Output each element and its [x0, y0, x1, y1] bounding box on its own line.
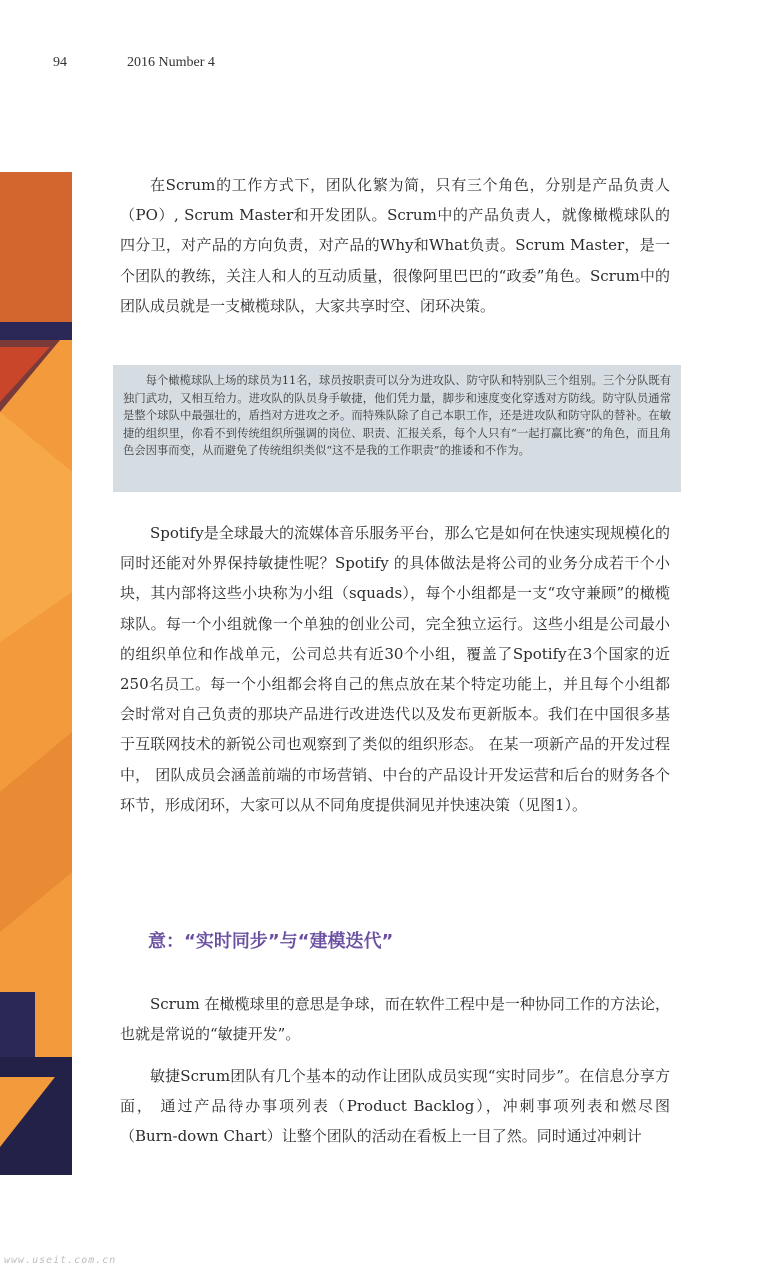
- intro-paragraph: 在Scrum的工作方式下，团队化繁为简，只有三个角色，分别是产品负责人（PO）, Scrum Master和开发团队。Scrum中的产品负责人，就像橄榄球队的四分卫，对产品的方向负责，对产品的Why和What负责。Scrum Master，是一个团队的教练，关注人和人的互动质量，很像阿里巴巴的“政委”角色。Scrum中的团队成员就是一支橄榄球队，大家共享时空、闭环决策。: [120, 176, 670, 315]
- spotify-paragraph: Spotify是全球最大的流媒体音乐服务平台，那么它是如何在快速实现规模化的同时还能对外界保持敏捷性呢？Spotify 的具体做法是将公司的业务分成若干个小块，其内部将这些小块称为小组（squads），每个小组都是一支“攻守兼顾”的橄榄球队。每一个小组就像一个单独的创业公司，完全独立运行。这些小组是公司最小的组织单位和作战单元，公司总共有近30个小组，覆盖了Spotify在3个国家的近250名员工。每一个小组都会将自己的焦点放在某个特定功能上，并且每个小组都会时常对自己负责的那块产品进行改进迭代以及发布更新版本。我们在中国很多基于互联网技术的新锐公司也观察到了类似的组织形态。 在某一项新产品的开发过程中， 团队成员会涵盖前端的市场营销、中台的产品设计开发运营和后台的财务各个环节，形成闭环，大家可以从不同角度提供洞见并快速决策（见图1）。: [120, 524, 670, 814]
- scrum-meaning-paragraph: Scrum 在橄榄球里的意思是争球，而在软件工程中是一种协同工作的方法论，也就是常说的“敏捷开发”。: [120, 995, 670, 1044]
- page-header: [0, 55, 779, 75]
- page-number: 94: [53, 55, 67, 70]
- section-heading: 意：“实时同步”与“建模迭代”: [148, 931, 394, 952]
- callout-text: 每个橄榄球队上场的球员为11名，球员按职责可以分为进攻队、防守队和特别队三个组别。三个分队既有独门武功，又相互给力。进攻队的队员身手敏捷，他们凭力量，脚步和速度变化穿透对方防线。防守队员通常是整个球队中最强壮的，盾挡对方进攻之矛。而特殊队除了自己本职工作，还是进攻队和防守队的替补。在敏捷的组织里，你看不到传统组织所强调的岗位、职责、汇报关系，每个人只有“一起打赢比赛”的角色，而且角色会因事而变，从而避免了传统组织类似“这不是我的工作职责”的推诿和不作为。: [123, 374, 671, 458]
- issue-label: 2016 Number 4: [127, 55, 215, 70]
- watermark: www.useit.com.cn: [4, 1255, 117, 1266]
- callout-box: [113, 365, 681, 492]
- decorative-illustration: [0, 172, 72, 1175]
- agile-sync-paragraph: 敏捷Scrum团队有几个基本的动作让团队成员实现“实时同步”。在信息分享方面， 通过产品待办事项列表（Product Backlog），冲刺事项列表和燃尽图（Burn-down Chart）让整个团队的活动在看板上一目了然。同时通过冲刺计: [120, 1067, 670, 1146]
